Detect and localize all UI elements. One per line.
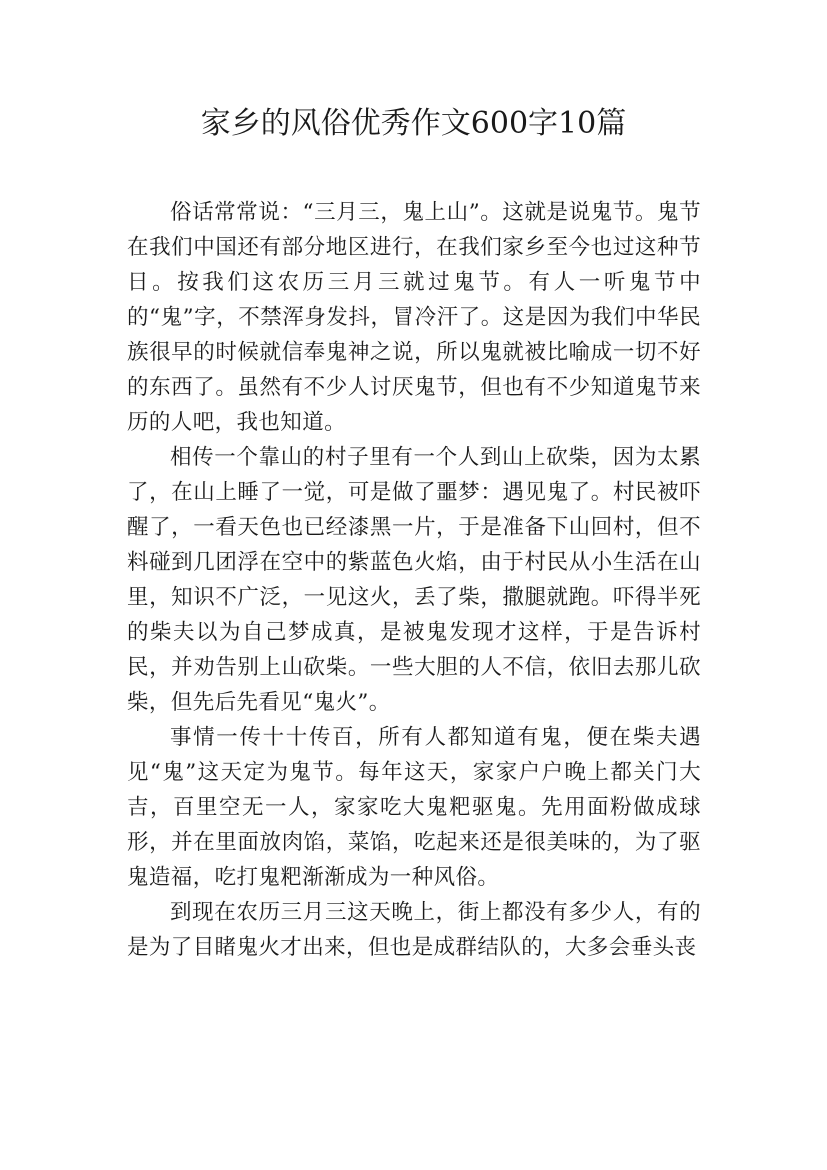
paragraph: 到现在农历三月三这天晚上，街上都没有多少人，有的是为了目睹鬼火才出来，但也是成群结队的，大多会垂头丧 [127,900,701,960]
paragraph: 相传一个靠山的村子里有一个人到山上砍柴，因为太累了，在山上睡了一觉，可是做了噩梦：遇见鬼了。村民被吓醒了，一看天色也已经漆黑一片，于是准备下山回村，但不料碰到几团浮在空中的紫蓝色火焰，由于村民从小生活在山里，知识不广泛，一见这火，丢了柴，撒腿就跑。吓得半死的柴夫以为自己梦成真，是被鬼发现才这样，于是告诉村民，并劝告别上山砍柴。一些大胆的人不信，依旧去那儿砍柴，但先后先看见“鬼火”。 [127,445,701,715]
paragraph: 俗话常常说：“三月三，鬼上山”。这就是说鬼节。鬼节在我们中国还有部分地区进行，在我们家乡至今也过这种节日。按我们这农历三月三就过鬼节。有人一听鬼节中的“鬼”字，不禁浑身发抖，冒冷汗了。这是因为我们中华民族很早的时候就信奉鬼神之说，所以鬼就被比喻成一切不好的东西了。虽然有不少人讨厌鬼节，但也有不少知道鬼节来历的人吧，我也知道。 [127,200,701,435]
document-title: 家乡的风俗优秀作文600字10篇 [200,106,627,141]
document-body [127,195,701,965]
paragraph: 事情一传十十传百，所有人都知道有鬼，便在柴夫遇见“鬼”这天定为鬼节。每年这天，家家户户晚上都关门大吉，百里空无一人，家家吃大鬼粑驱鬼。先用面粉做成球形，并在里面放肉馅，菜馅，吃起来还是很美味的，为了驱鬼造福，吃打鬼粑渐渐成为一种风俗。 [127,725,701,890]
